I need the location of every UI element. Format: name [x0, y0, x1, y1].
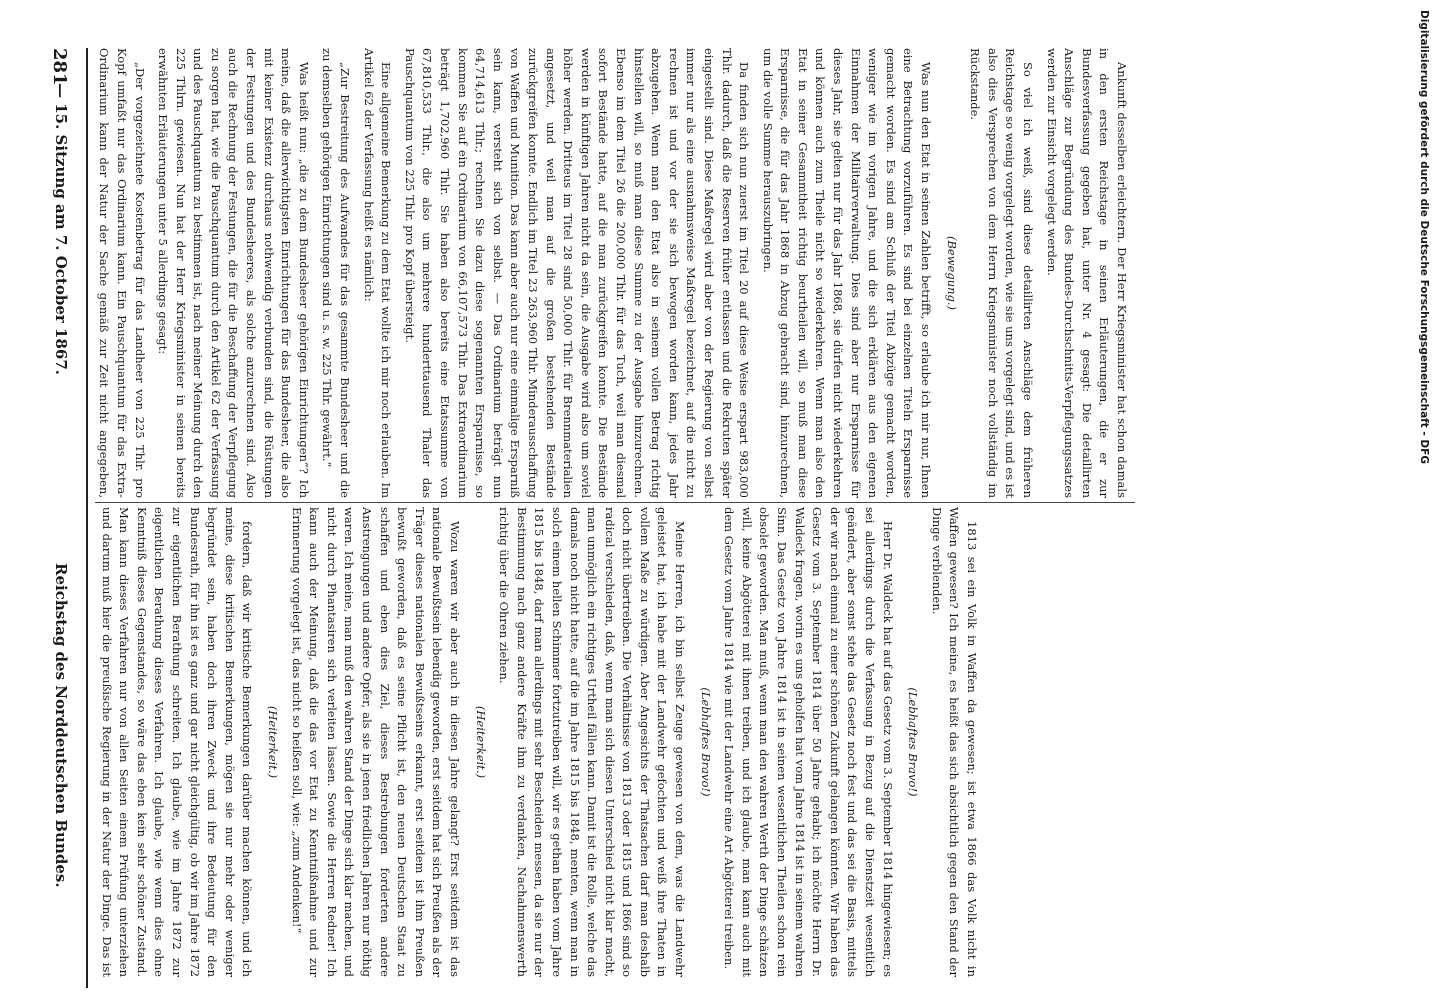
paragraph: (Lebhaftes Bravo!) [906, 687, 921, 797]
paragraph: (Heiterkeit.) [266, 705, 281, 779]
paragraph: (Bewegung.) [944, 235, 959, 311]
running-header [49, 48, 92, 988]
paragraph: Da finden sich nun zuerst im Titel 20 auf diese Weise erspart 983,000 Thlr. dadurch, daß die Reserven früher entlassen und die Rekruten später eingestellt sind. Diese Maßregel wird aber von der Regierung von selbst immer nur als eine ausnahmsweise Maßregel bezeichnet, auf die nicht zu rechnen ist und vor der sie sich bewogen worden kann, jedes Jahr abzugehen. Wenn man den Etat also in seinem vollen Betrag richtig hinstellen will, so muß man diese Summe zu der Ausgabe hinzurechnen. Ebenso im dem Titel 26 die 200,000 Thlr. für das Tuch, weil man diesmal sofort Bestände hatte, auf die man zurückgreifen konnte. Die Bestände werden in künftigen Jahren nicht da sein, die Ausgabe wird also um soviel höher werden. Dritteus im Titel 28 sind 50,000 Thlr. für Brennmaterialien angesetzt, und weil man auf die großen bestehenden Bestände zurückgreifen konnte. Endlich im Titel 23 263,960 Thlr. Minderausschaffung von Waffen und Munition. Das kann aber auch nur eine einmalige Ersparniß sein kann, versteht sich von selbst. — Das Ordinarium beträgt nun 64,714,613 Thlr.; rechnen Sie dazu diese sogenannten Ersparnisse, so kommen Sie auf ein Ordinarium von 66,107,573 Thlr. Das Extraordinarium beträgt 1,702,960 Thlr. Sie haben also bereits eine Etatssumme von 67,810,533 Thlr., die also um mehrere hunderttausend Thaler das Pauschquantum von 225 Thlr. pro Kopf übersteigt. [402, 48, 752, 498]
paragraph: Was nun den Etat in seinen Zahlen betrifft, so erlaube ich mir nur, Ihnen eine Betrachtung vorzuführen. Es sind bei einzelnen Titeln Ersparnisse gemacht worden. Es sind am Schluß der Titel Abzüge gemacht worden, weniger wie im vorigen Jahre, und die sich erklären aus den eigenen Einnahmen der Militairverwaltung. Dies sind aber nur Ersparnisse für dieses Jahr, sie gelten nur für das Jahr 1868, sie dürfen nicht wiederkehren und können auch zum Theile nicht so wiederkehren. Wenn man also den Etat in seiner Gesammtheit richtig beurtheilen will, so muß man diese Ersparnisse, die für das Jahr 1868 in Abzug gebracht sind, hinzurechnen, um die volle Summe herauszubringen. [760, 48, 934, 498]
text-column-right [95, 48, 1130, 498]
paragraph: „Zur Bestreitung des Aufwandes für das gesammte Bundesheer und die zu demselben gehörigen Einrichtungen sind u. s. w. 225 Thlr. gewährt.“ [320, 48, 353, 498]
header-rule [86, 48, 88, 988]
paragraph: „Der vorgezeichnete Kostenbetrag für das Landheer von 225 Thlr. pro Kopf umfaßt nur das Ordinarium kann. Ein Pauschquantum für das Extra-Ordinarium kann der Natur der Sache gemäß zur Zeit nicht angegeben, [97, 48, 147, 498]
publication-title: Reichstag des Norddeutschen Bundes. [52, 563, 70, 888]
paragraph: Herr Dr. Waldeck hat auf das Gesetz vom 3. September 1814 hingewiesen; es sei allerdings durch die Verfassung in Bezug auf die Dienstzeit wesentlich geändert, aber sonst stehe das Gesetz noch fest und das sei die Basis, mittels der wir nach einmal zu einer schönen Zukunft gelangen könnten. Wir haben das Gesetz vom 3. September 1814 über 50 Jahre gehabt; ich möchte Herrn Dr. Waldeck fragen, worin es uns geholfen hat vom Jahre 1814 ist in seinem wahren Sinn. Das Gesetz von Jahre 1814 ist in seinen wesentlichen Theilen schon rein obsolet geworden. Man muß, wenn man den wahren Werth der Dinge schätzen will, keine Abgötterei mit ihnen treiben, und ich glaube, man kann auch mit dem Gesetz vom Jahre 1814 wie mit der Landwehr eine Art Abgötterei treiben. [722, 507, 895, 977]
paragraph: 1813 sei ein Volk in Waffen da gewesen; ist etwa 1866 das Volk nicht in Waffen gewesen? Ich meine, es heißt das sich absichtlich gegen den Stand der Dinge verblenden. [929, 507, 979, 977]
paragraph: Ankunft desselben erleichtern. Der Herr Kriegsminister hat schon damals in den ersten Reichstage in seinen Erläuterungen, die er zur Bundesverfassung gegeben hat, unter Nr. 4 gesagt: Die detaillirten Anschläge zur Begründung des Bundes-Durchschnitts-Verpflegungssatzes werden zur Einsicht vorgelegt werden. [1044, 48, 1129, 498]
text-column-right-body [95, 48, 1130, 498]
paragraph: So viel ich weiß, sind diese detaillirten Anschläge dem früheren Reichstage so wenig vorgelegt worden, wie sie uns vorgelegt sind, und es ist also dies Versprechen von dem Herrn Kriegsminister noch vollständig im Rückstande. [968, 48, 1036, 498]
page-number: 281 [49, 48, 70, 86]
paragraph: Was heißt nun: „die zu dem Bundesheer gehörigen Einrichtungen“? Ich meine, daß die allerwichtigsten Einrichtungen für das Bundesheer, die also mit keiner Existenz durchaus nothwendig verbunden sind, die Rüstungen der Festungen und des Bundesheeres, als solche anzurechnen sind. Also auch die Rechnung der Festungen, die für die Beschaffung der Verpflegung zu sorgen hat, wie die Pauschquantum durch den Artikel 62 der Verfassung und des Pauschquantum zu bestimmen ist, nach meiner Meinung durch den 225 Thlrn. gewiesen. Nun hat der Herr Kriegsminister in seinen bereits erwähnten Erläuterungen unter 5 allerdings gesagt: [156, 48, 311, 498]
text-column-left [95, 507, 980, 977]
session-title: — 15. Sitzung am 7. October 1867. [52, 83, 70, 375]
paragraph: Eine allgemeine Bemerkung zu dem Etat wollte ich mir noch erlauben. Im Artikel 62 der Verfassung heißt es nämlich: [361, 48, 394, 498]
dfg-credit-text: Digitalisierung gefördert durch die Deutsche Forschungsgemeinschaft - DFG [1418, 10, 1430, 464]
paragraph: Wozu waren wir aber auch in diesen Jahre gelangt? Erst seitdem ist das nationale Bewußtsein lebendig geworden, erst seitdem hat sich Preußen als der Träger dieses nationalen Bewußtseins erkannt, erst seitdem ist ihm Preußen bewußt geworden, daß es seine Pflicht ist, den neuen Deutschen Staat zu schaffen und eben dies Ziel, dieses Bestrebungen forderten andere Anstrengungen und andere Opfer, als sie in jenen friedlichen Jahren nur nöthig waren. Ich meine, man muß den wahren Stand der Dinge sich klar machen, und nicht durch Phantasiren sich verleiten lassen. Sowie die Herren Redner! Ich kann auch der Meinung, daß die das vor Etat zu Kenntnißnahme und zur Erinnerung vorgelegt ist, das nicht so heißen soll, wie: „zum Andenken!“ [289, 507, 462, 977]
paragraph: fordern, daß wir kritische Bemerkungen darüber machen können, und ich meine, diese kritischen Bemerkungen, mögen sie nur mehr oder weniger begründet sein, haben doch ihren Zweck und ihre Bedeutung für den Bundesrath, für ihn ist es ganz und gar nicht gleichgültig, ob wir im Jahre 1872 zur eigentlichen Berathung schreiten. Ich glaube, wie im Jahre 1872 zur eigentlichen Berathung dieses Verfahren. Ich glaube, wie wenn dies ohne Kenntniß dieses Gegenstandes, so wäre das eben kein sehr schöner Zustand. Man kann dieses Verfahren nur von allen Seiten einem Prüfung unterziehen und darum muß hier die preußische Regierung in der Natur der Dinge. Das ist [99, 507, 255, 977]
paragraph: Meine Herren, ich bin selbst Zeuge gewesen von dem, was die Landwehr geleistet hat, ich habe mit der Landwehr gefochten und weiß ihre Thaten in vollem Maße zu würdigen. Aber Angesichts der Thatsachen darf man deshalb doch nicht übertreiben. Die Verhältnisse von 1813 oder 1815 und 1866 sind so radical verschieden, daß, wenn man sich diesen Unterschied nicht klar macht, man unmöglich ein richtiges Urtheil fällen kann. Damit ist die Rolle, welche das damals noch nicht hatte, auf die im Jahre 1815 bis 1848, menten, wenn man in solch einem hellen Schimmer fortzutreiben will, wir es gethan haben vom Jahre 1815 bis 1848, darf man allerdings mit sehr Bescheiden messen, da sie nur der Bestimmung nach ganz andere Kräfte ihm zu verdanken, Nachahmenswerth richtig über die Ohren ziehen. [497, 507, 688, 977]
paragraph: (Lebhaftes Bravo!) [698, 687, 713, 797]
paragraph: (Heiterkeit.) [473, 705, 488, 779]
column-divider [95, 502, 1135, 503]
text-column-left-body [95, 507, 980, 977]
dfg-credit [1418, 10, 1432, 1000]
